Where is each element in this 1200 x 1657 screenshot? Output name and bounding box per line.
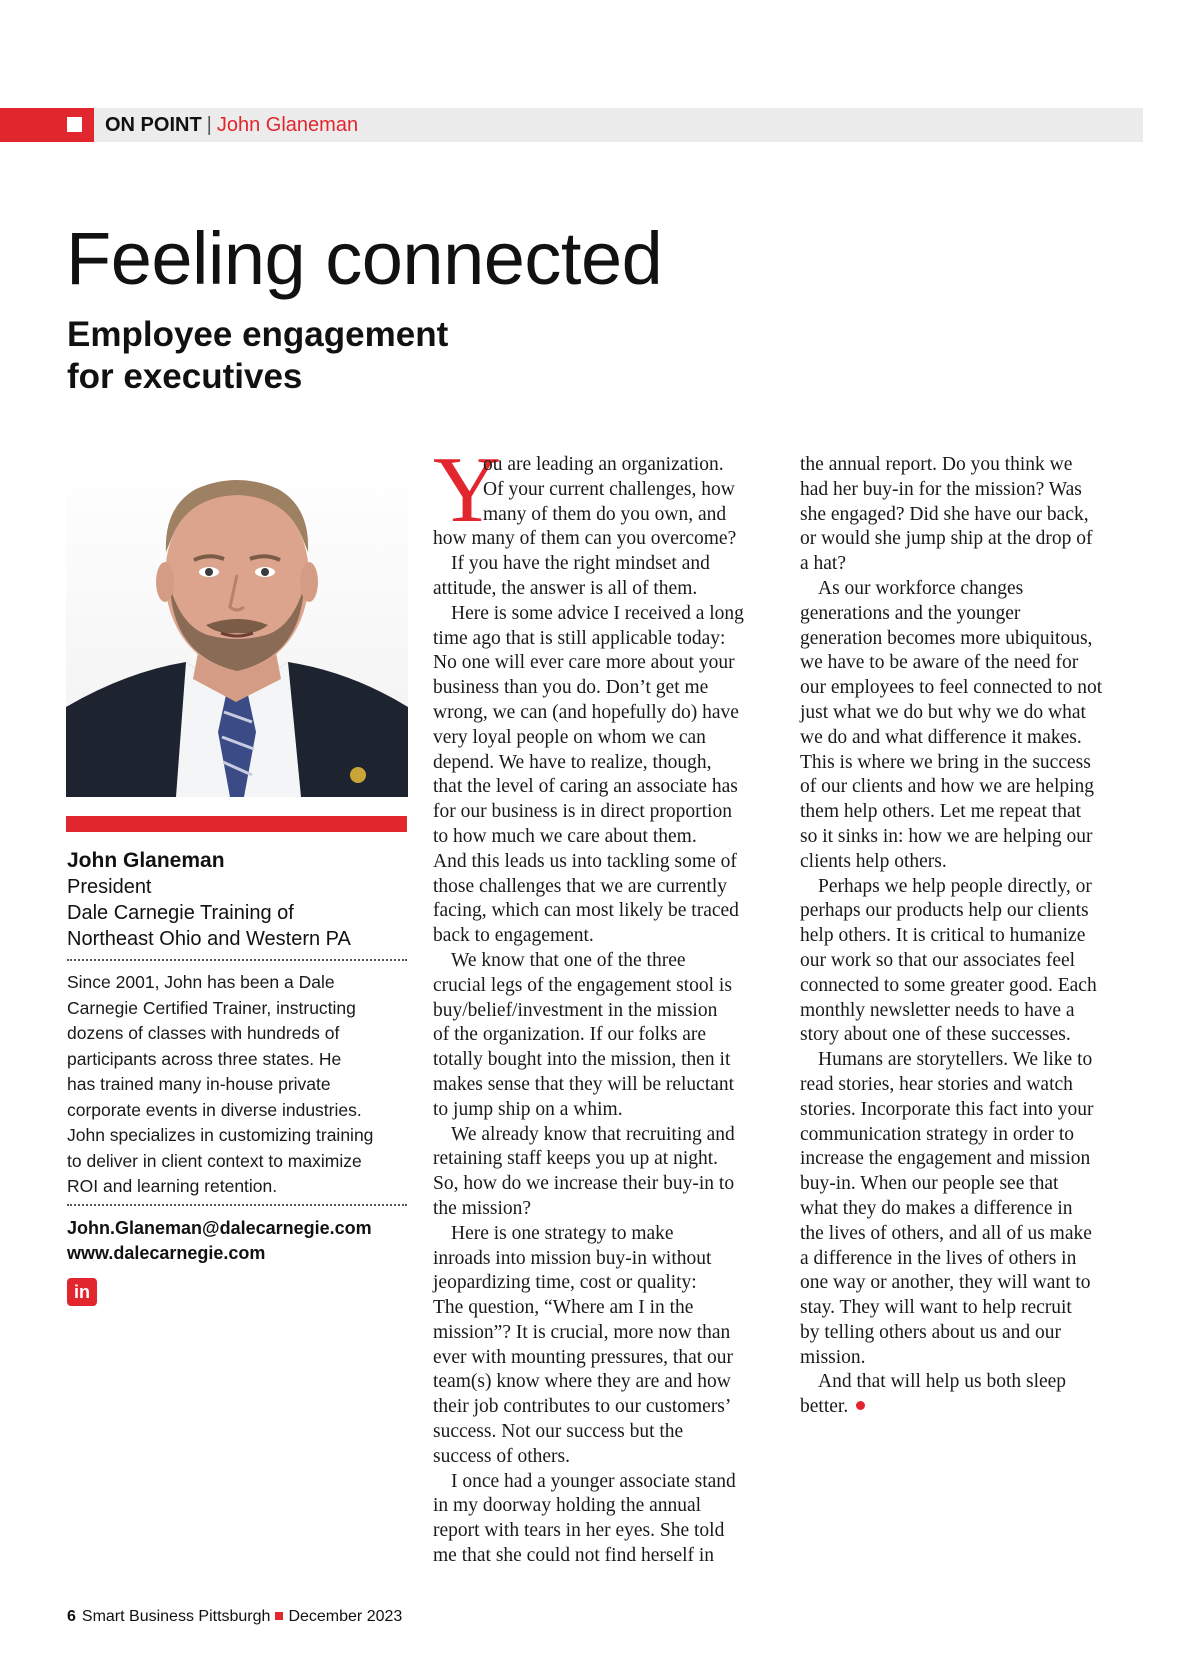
body-line: inroads into mission buy-in without bbox=[433, 1247, 712, 1269]
publication-name: Smart Business Pittsburgh bbox=[81, 1608, 271, 1625]
author-title-line: Dale Carnegie Training of bbox=[67, 902, 294, 924]
body-line: ou are leading an organization. bbox=[483, 454, 724, 475]
body-line: depend. We have to realize, though, bbox=[433, 751, 712, 773]
body-line: those challenges that we are currently bbox=[433, 875, 727, 897]
bio-line: ROI and learning retention. bbox=[67, 1176, 278, 1196]
author-portrait-illustration bbox=[66, 457, 408, 797]
author-email-link[interactable]: John.Glaneman@dalecarnegie.com bbox=[67, 1218, 372, 1238]
author-photo bbox=[66, 457, 408, 797]
body-line: our employees to feel connected to not bbox=[800, 677, 1103, 699]
body-line: Of your current challenges, how bbox=[483, 478, 735, 500]
body-line: This is where we bring in the success bbox=[800, 751, 1091, 773]
header-separator: | bbox=[206, 114, 212, 136]
author-title-line: President bbox=[67, 876, 152, 898]
header-author: John Glaneman bbox=[216, 114, 359, 136]
sidebar-red-rule bbox=[66, 816, 407, 832]
author-title-line: Northeast Ohio and Western PA bbox=[67, 928, 351, 950]
body-line: time ago that is still applicable today: bbox=[433, 627, 726, 649]
body-line: Here is one strategy to make bbox=[451, 1222, 674, 1244]
article-column-2 bbox=[800, 453, 1145, 1420]
body-line: communication strategy in order to bbox=[800, 1123, 1075, 1145]
body-line: wrong, we can (and hopefully do) have bbox=[433, 701, 739, 723]
body-line: our work so that our associates feel bbox=[800, 949, 1076, 971]
body-line: the lives of others, and all of us make bbox=[800, 1222, 1092, 1244]
website-link[interactable]: www.dalecarnegie.com bbox=[67, 1243, 266, 1263]
body-line: for our business is in direct proportion bbox=[433, 801, 732, 823]
author-title bbox=[67, 874, 412, 952]
body-line: one way or another, they will want to bbox=[800, 1272, 1091, 1294]
body-line: And that will help us both sleep bbox=[818, 1371, 1067, 1393]
body-line: generation becomes more ubiquitous, bbox=[800, 627, 1093, 649]
body-line: back to engagement. bbox=[433, 925, 594, 947]
bio-line: participants across three states. He bbox=[67, 1048, 342, 1069]
body-line: Perhaps we help people directly, or bbox=[818, 875, 1092, 897]
body-line: me that she could not find herself in bbox=[433, 1545, 715, 1567]
body-line: story about one of these successes. bbox=[800, 1024, 1071, 1046]
body-line: ever with mounting pressures, that our bbox=[433, 1346, 734, 1368]
body-line: As our workforce changes bbox=[818, 577, 1024, 599]
body-line: monthly newsletter needs to have a bbox=[800, 999, 1075, 1021]
bio-line: John specializes in customizing training bbox=[67, 1125, 374, 1145]
body-line: We know that one of the three bbox=[451, 949, 686, 971]
bio-line: to deliver in client context to maximize bbox=[67, 1150, 362, 1171]
body-line: Here is some advice I received a long bbox=[451, 602, 744, 624]
bio-line: Since 2001, John has been a Dale bbox=[67, 972, 335, 992]
body-line: the annual report. Do you think we bbox=[800, 454, 1073, 475]
body-line: The question, “Where am I in the bbox=[433, 1297, 694, 1319]
body-line: clients help others. bbox=[800, 850, 947, 872]
body-line: No one will ever care more about your bbox=[433, 652, 735, 674]
body-line: so it sinks in: how we are helping our bbox=[800, 825, 1093, 847]
body-line: success of others. bbox=[433, 1445, 571, 1467]
body-line: crucial legs of the engagement stool is bbox=[433, 974, 732, 996]
body-line: totally bought into the mission, then it bbox=[433, 1049, 731, 1071]
body-line: makes sense that they will be reluctant bbox=[433, 1073, 735, 1095]
body-line: to how much we care about them. bbox=[433, 825, 697, 847]
body-line: a difference in the lives of others in bbox=[800, 1247, 1077, 1269]
body-line: to jump ship on a whim. bbox=[433, 1098, 623, 1120]
body-line: what they do makes a difference in bbox=[800, 1197, 1073, 1219]
body-line: success. Not our success but the bbox=[433, 1421, 684, 1443]
bio-line: dozens of classes with hundreds of bbox=[67, 1023, 340, 1043]
section-kicker: ON POINT bbox=[105, 114, 202, 136]
body-line: retaining staff keeps you up at night. bbox=[433, 1148, 719, 1170]
header-square-icon bbox=[67, 117, 82, 132]
subhead-line: for executives bbox=[67, 357, 303, 396]
body-line: many of them do you own, and bbox=[483, 503, 727, 525]
body-line: increase the engagement and mission bbox=[800, 1148, 1091, 1170]
body-line: of the organization. If our folks are bbox=[433, 1024, 707, 1046]
body-line-text: better. bbox=[800, 1396, 849, 1418]
issue-date: December 2023 bbox=[288, 1608, 403, 1625]
author-bio bbox=[67, 970, 412, 1200]
body-line: very loyal people on whom we can bbox=[433, 726, 706, 748]
body-line: by telling others about us and our bbox=[800, 1321, 1062, 1343]
article-column-1 bbox=[433, 453, 778, 1569]
body-line: buy/belief/investment in the mission bbox=[433, 999, 718, 1021]
body-line: team(s) know where they are and how bbox=[433, 1371, 731, 1393]
bio-line: has trained many in-house private bbox=[67, 1074, 331, 1094]
article-headline: Feeling connected bbox=[66, 217, 663, 300]
body-line: she engaged? Did she have our back, bbox=[800, 503, 1089, 525]
end-mark-icon bbox=[856, 1401, 865, 1410]
section-header bbox=[105, 111, 358, 139]
body-line: stories. Incorporate this fact into your bbox=[800, 1098, 1094, 1120]
body-line-final bbox=[800, 1395, 1145, 1420]
body-line: we do and what difference it makes. bbox=[800, 726, 1082, 748]
body-line: just what we do but why we do what bbox=[800, 701, 1086, 723]
body-line: in my doorway holding the annual bbox=[433, 1495, 702, 1517]
page-footer bbox=[67, 1607, 402, 1627]
body-line: stay. They will want to help recruit bbox=[800, 1297, 1072, 1319]
body-line: them help others. Let me repeat that bbox=[800, 801, 1082, 823]
author-name: John Glaneman bbox=[67, 849, 225, 872]
body-line: report with tears in her eyes. She told bbox=[433, 1520, 725, 1542]
body-line: buy-in. When our people see that bbox=[800, 1173, 1059, 1195]
body-line: connected to some greater good. Each bbox=[800, 974, 1097, 996]
body-line: I once had a younger associate stand bbox=[451, 1470, 736, 1492]
body-line: We already know that recruiting and bbox=[451, 1123, 735, 1145]
body-line: of our clients and how we are helping bbox=[800, 776, 1095, 798]
body-line: Humans are storytellers. We like to bbox=[818, 1049, 1093, 1071]
body-line: So, how do we increase their buy-in to bbox=[433, 1173, 735, 1195]
body-line: the mission? bbox=[433, 1197, 532, 1219]
body-line: a hat? bbox=[800, 553, 847, 575]
body-line: And this leads us into tackling some of bbox=[433, 850, 737, 872]
body-line: facing, which can most likely be traced bbox=[433, 900, 739, 922]
body-line: how many of them can you overcome? bbox=[433, 528, 737, 550]
body-line: jeopardizing time, cost or quality: bbox=[433, 1272, 697, 1294]
body-line: we have to be aware of the need for bbox=[800, 652, 1079, 674]
bio-line: Carnegie Certified Trainer, instructing bbox=[67, 997, 356, 1018]
page-number: 6 bbox=[67, 1608, 76, 1625]
body-line: their job contributes to our customers’ bbox=[433, 1396, 732, 1418]
body-line: help others. It is critical to humanize bbox=[800, 925, 1086, 947]
body-line: If you have the right mindset and bbox=[451, 553, 710, 575]
dotted-divider bbox=[67, 1204, 407, 1206]
subhead-line: Employee engagement bbox=[67, 315, 449, 354]
body-line: perhaps our products help our clients bbox=[800, 900, 1089, 922]
dotted-divider bbox=[67, 959, 407, 961]
body-line: had her buy-in for the mission? Was bbox=[800, 478, 1082, 500]
body-line: attitude, the answer is all of them. bbox=[433, 577, 698, 599]
footer-square-icon bbox=[275, 1612, 283, 1620]
drop-cap: Y bbox=[433, 438, 501, 542]
body-line: that the level of caring an associate has bbox=[433, 776, 738, 798]
body-line: or would she jump ship at the drop of bbox=[800, 528, 1093, 550]
body-line: mission”? It is crucial, more now than bbox=[433, 1321, 731, 1343]
body-line: read stories, hear stories and watch bbox=[800, 1073, 1073, 1095]
linkedin-icon[interactable]: in bbox=[67, 1278, 97, 1306]
body-line: business than you do. Don’t get me bbox=[433, 677, 709, 699]
bio-line: corporate events in diverse industries. bbox=[67, 1099, 362, 1120]
body-line: mission. bbox=[800, 1346, 866, 1368]
body-line: generations and the younger bbox=[800, 602, 1021, 624]
article-subhead bbox=[67, 314, 547, 398]
